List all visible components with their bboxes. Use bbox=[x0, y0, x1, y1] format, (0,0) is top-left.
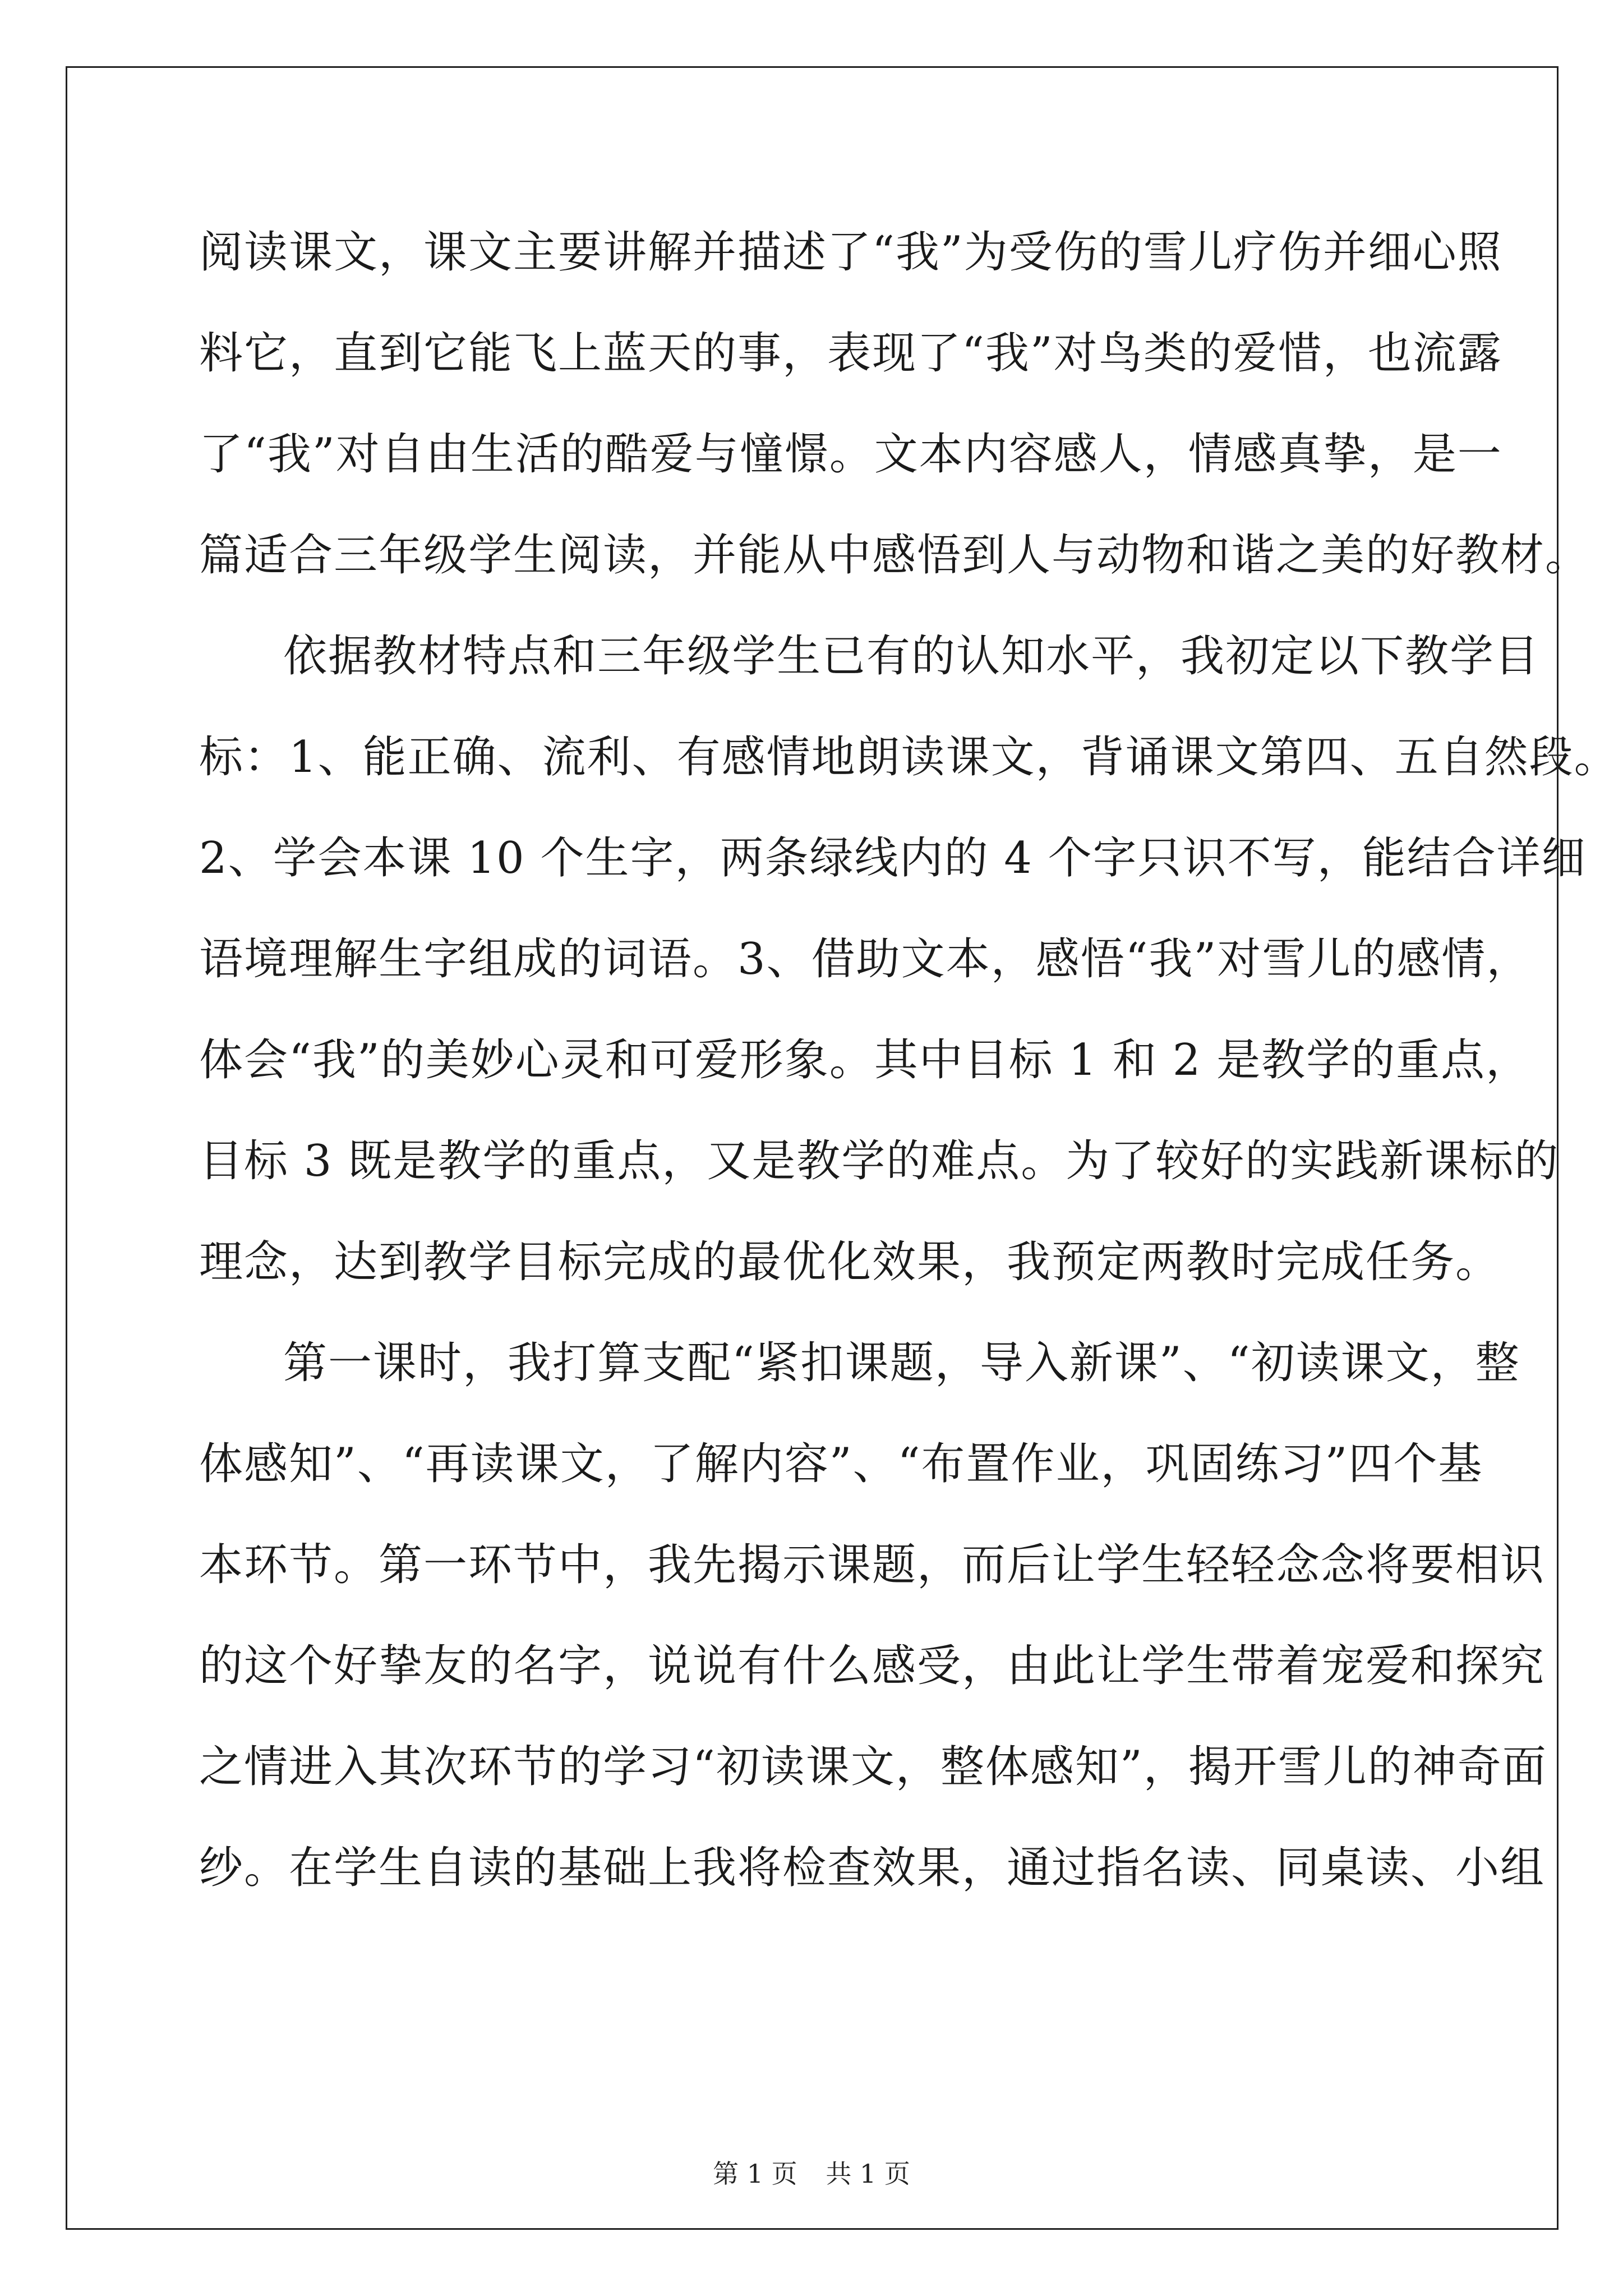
text-line: 第一课时，我打算支配“紧扣课题，导入新课”、“初读课文，整 bbox=[283, 1338, 1520, 1388]
page-footer bbox=[0, 2157, 1623, 2191]
text-line: 纱。在学生自读的基础上我将检查效果，通过指名读、同桌读、小组 bbox=[199, 1843, 1546, 1893]
text-line: 的这个好挚友的名字，说说有什么感受，由此让学生带着宠爱和探究 bbox=[199, 1641, 1546, 1691]
text-line: 篇适合三年级学生阅读，并能从中感悟到人与动物和谐之美的好教材。 bbox=[199, 530, 1590, 581]
text-line: 体会“我”的美妙心灵和可爱形象。其中目标 1 和 2 是教学的重点， bbox=[199, 1035, 1531, 1085]
page-number: 第 1 页 bbox=[713, 2159, 797, 2189]
text-line: 目标 3 既是教学的重点，又是教学的难点。为了较好的实践新课标的 bbox=[199, 1136, 1560, 1186]
text-line: 语境理解生字组成的词语。3、借助文本，感悟“我”对雪儿的感情， bbox=[199, 934, 1532, 984]
text-line: 体感知”、“再读课文，了解内容”、“布置作业，巩固练习”四个基 bbox=[199, 1439, 1483, 1489]
text-line: 标：1、能正确、流利、有感情地朗读课文，背诵课文第四、五自然段。 bbox=[199, 732, 1619, 783]
page-total: 共 1 页 bbox=[826, 2159, 910, 2189]
text-line: 2、学会本课 10 个生字，两条绿线内的 4 个字只识不写，能结合详细 bbox=[199, 833, 1587, 884]
text-line: 之情进入其次环节的学习“初读课文，整体感知”，揭开雪儿的神奇面 bbox=[199, 1742, 1547, 1792]
text-line: 本环节。第一环节中，我先揭示课题，而后让学生轻轻念念将要相识 bbox=[199, 1540, 1546, 1590]
text-line: 依据教材特点和三年级学生已有的认知水平，我初定以下教学目 bbox=[283, 631, 1540, 682]
text-line: 料它，直到它能飞上蓝天的事，表现了“我”对鸟类的爱惜，也流露 bbox=[199, 328, 1502, 379]
text-line: 理念，达到教学目标完成的最优化效果，我预定两教时完成任务。 bbox=[199, 1237, 1501, 1287]
text-line: 阅读课文，课文主要讲解并描述了“我”为受伤的雪儿疗伤并细心照 bbox=[199, 227, 1502, 278]
document-body bbox=[199, 202, 1619, 1918]
text-line: 了“我”对自由生活的酷爱与憧憬。文本内容感人，情感真挚，是一 bbox=[199, 429, 1502, 480]
